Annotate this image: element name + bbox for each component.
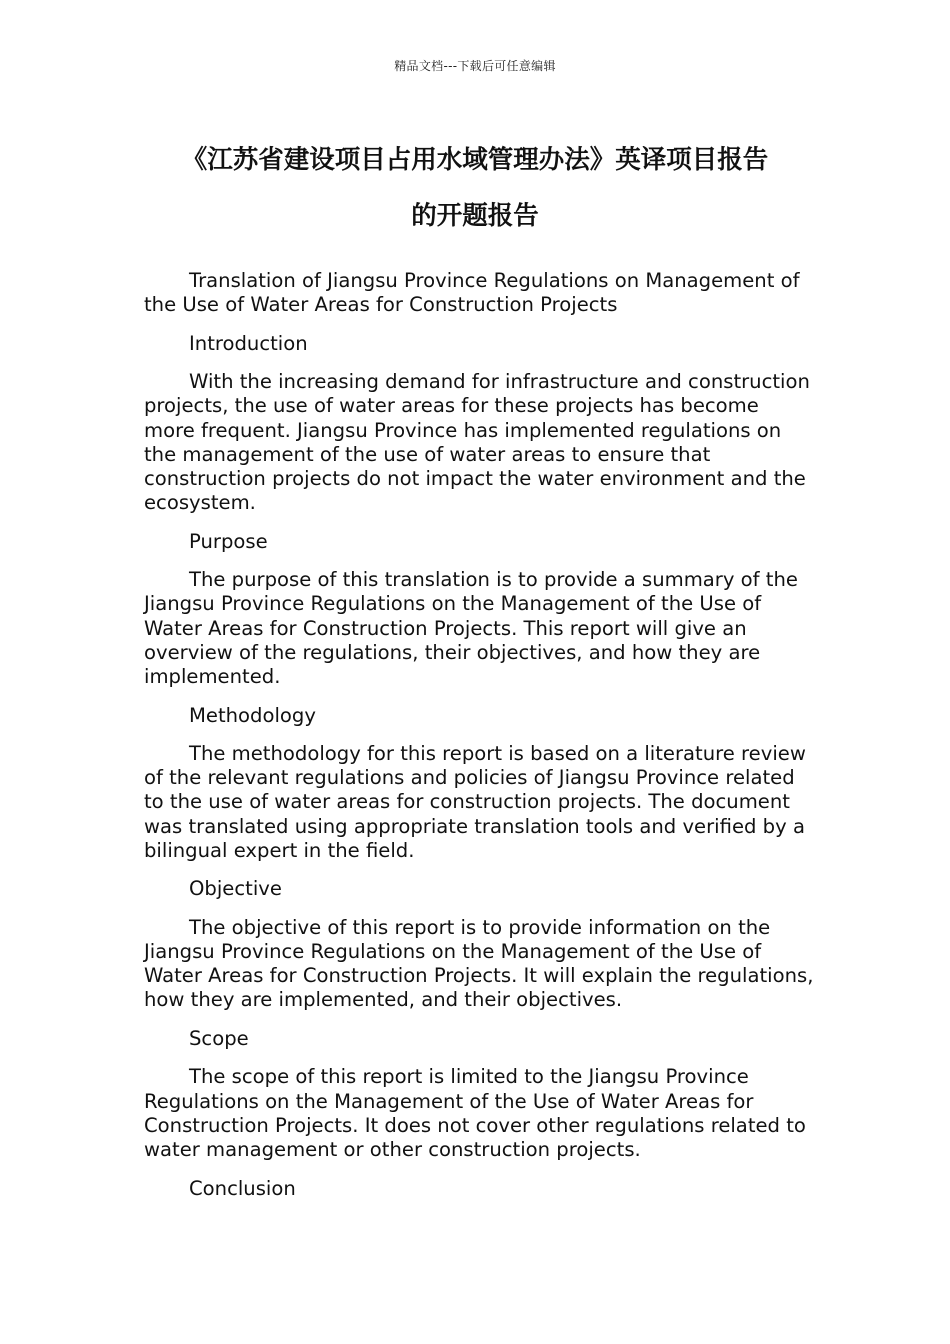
section-heading-scope: Scope (189, 1026, 249, 1050)
document-title (120, 132, 830, 244)
section-heading-objective: Objective (189, 877, 282, 901)
header-note: 精品文档---下载后可任意编辑 (394, 59, 556, 73)
paragraph-purpose: The purpose of this translation is to provide a summary of the Jiangsu Province Regulations on the Management of the Use of Water Areas for Construction Projects. This report will give an overview of the regulations, their objectives, and how they are implemented. (144, 568, 798, 689)
paragraph-introduction: With the increasing demand for infrastructure and construction projects, the use of water areas for these projects has become more frequent. Jiangsu Province has implemented regulations on the management of the use of water areas to ensure that construction projects do not impact the water environment and the ecosystem. (144, 370, 810, 515)
section-heading-conclusion: Conclusion (189, 1176, 296, 1200)
paragraph-methodology: The methodology for this report is based on a literature review of the relevant regulations and policies of Jiangsu Province related to the use of water areas for construction projects. The document was translated using appropriate translation tools and verified by a bilingual expert in the field. (144, 742, 806, 862)
paragraph-objective: The objective of this report is to provide information on the Jiangsu Province Regulations on the Management of the Use of Water Areas for Construction Projects. It will explain the regulations, how they are implemented, and their objectives. (144, 915, 814, 1012)
paragraph-scope: The scope of this report is limited to the Jiangsu Province Regulations on the Management of the Use of Water Areas for Construction Projects. It does not cover other regulations related to water management or other construction projects. (144, 1065, 806, 1162)
document-body (144, 269, 814, 1215)
title-line-2: 的开题报告 (411, 201, 539, 231)
paragraph-subtitle: Translation of Jiangsu Province Regulations on Management of the Use of Water Areas for Construction Projects (144, 269, 800, 317)
title-line-1: 《江苏省建设项目占用水域管理办法》英译项目报告 (181, 145, 769, 175)
section-heading-purpose: Purpose (189, 529, 268, 553)
section-heading-introduction: Introduction (189, 331, 308, 355)
section-heading-methodology: Methodology (189, 703, 316, 727)
